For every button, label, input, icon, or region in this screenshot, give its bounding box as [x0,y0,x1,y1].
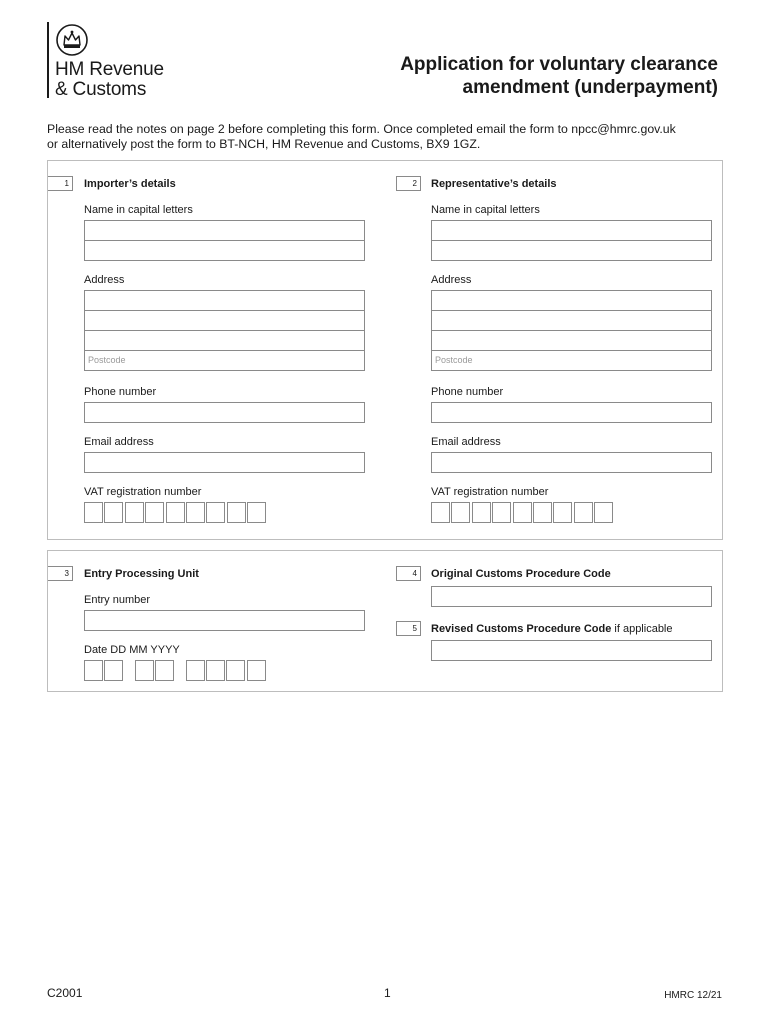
date-year-cell[interactable] [206,660,225,681]
importer-title: Importer’s details [84,178,176,190]
vat-digit-cell[interactable] [533,502,552,523]
date-label: Date DD MM YYYY [84,644,180,656]
org-name-line1: HM Revenue [55,59,164,80]
date-year-cell[interactable] [186,660,205,681]
original-cpc-field[interactable] [431,586,712,607]
epu-title: Entry Processing Unit [84,568,199,580]
importer-vat-label: VAT registration number [84,486,202,498]
date-month-cell[interactable] [155,660,174,681]
form-code: C2001 [47,986,83,1000]
representative-name-field-1[interactable] [431,220,712,241]
revised-cpc-title [431,623,673,635]
hmrc-logo [47,22,197,100]
representative-address-label: Address [431,274,472,286]
vat-digit-cell[interactable] [125,502,144,523]
intro-line1: Please read the notes on page 2 before completing this form. Once completed email the form to npcc@hmrc.gov.uk [47,122,676,136]
importer-postcode-field[interactable] [84,350,365,371]
vat-digit-cell[interactable] [574,502,593,523]
section-number-5: 5 [396,621,421,636]
intro-text [47,122,737,152]
vat-digit-cell[interactable] [104,502,123,523]
revised-cpc-field[interactable] [431,640,712,661]
importer-phone-field[interactable] [84,402,365,423]
date-year-cell[interactable] [247,660,266,681]
representative-address-field-2[interactable] [431,310,712,331]
date-year-cell[interactable] [226,660,245,681]
importer-address-field-1[interactable] [84,290,365,311]
representative-phone-field[interactable] [431,402,712,423]
vat-digit-cell[interactable] [431,502,450,523]
org-name-line2: & Customs [55,79,147,100]
representative-postcode-field[interactable] [431,350,712,371]
vat-digit-cell[interactable] [84,502,103,523]
entry-section [47,550,723,692]
section-number-3: 3 [48,566,73,581]
date-day-cell[interactable] [84,660,103,681]
importer-email-label: Email address [84,436,154,448]
representative-vat-cells [431,502,615,523]
importer-phone-label: Phone number [84,386,157,398]
importer-address-field-3[interactable] [84,330,365,351]
revised-cpc-title-bold: Revised Customs Procedure Code [431,623,612,635]
representative-phone-label: Phone number [431,386,504,398]
importer-vat-cells [84,502,268,523]
importer-name-label: Name in capital letters [84,204,193,216]
intro-line2: or alternatively post the form to BT-NCH, HM Revenue and Customs, BX9 1GZ. [47,137,481,151]
section-number-2: 2 [396,176,421,191]
vat-digit-cell[interactable] [451,502,470,523]
section-number-1: 1 [48,176,73,191]
representative-name-field-2[interactable] [431,240,712,261]
original-cpc-title: Original Customs Procedure Code [431,568,611,580]
vat-digit-cell[interactable] [513,502,532,523]
vat-digit-cell[interactable] [166,502,185,523]
section-number-4: 4 [396,566,421,581]
entry-number-label: Entry number [84,594,151,606]
vat-digit-cell[interactable] [206,502,225,523]
date-day-cell[interactable] [104,660,123,681]
importer-email-field[interactable] [84,452,365,473]
representative-email-field[interactable] [431,452,712,473]
representative-title: Representative’s details [431,178,557,190]
representative-address-field-3[interactable] [431,330,712,351]
logo-rule [47,22,49,98]
importer-name-field-2[interactable] [84,240,365,261]
form-title-line1: Application for voluntary clearance [400,54,718,75]
representative-address-field-1[interactable] [431,290,712,311]
form-title-line2: amendment (underpayment) [462,77,718,98]
date-month-cell[interactable] [135,660,154,681]
importer-address-field-2[interactable] [84,310,365,331]
representative-email-label: Email address [431,436,501,448]
date-cells [84,660,267,681]
vat-digit-cell[interactable] [553,502,572,523]
vat-digit-cell[interactable] [492,502,511,523]
representative-vat-label: VAT registration number [431,486,549,498]
vat-digit-cell[interactable] [247,502,266,523]
representative-name-label: Name in capital letters [431,204,540,216]
entry-number-field[interactable] [84,610,365,631]
form-version: HMRC 12/21 [664,990,722,1001]
revised-cpc-title-suffix: if applicable [611,623,673,635]
vat-digit-cell[interactable] [227,502,246,523]
importer-address-label: Address [84,274,125,286]
vat-digit-cell[interactable] [145,502,164,523]
crown-icon [55,24,89,56]
vat-digit-cell[interactable] [186,502,205,523]
importer-name-field-1[interactable] [84,220,365,241]
parties-section [47,160,723,540]
form-title [400,53,718,99]
vat-digit-cell[interactable] [472,502,491,523]
org-name [55,60,164,100]
page-number: 1 [384,986,391,1000]
vat-digit-cell[interactable] [594,502,613,523]
